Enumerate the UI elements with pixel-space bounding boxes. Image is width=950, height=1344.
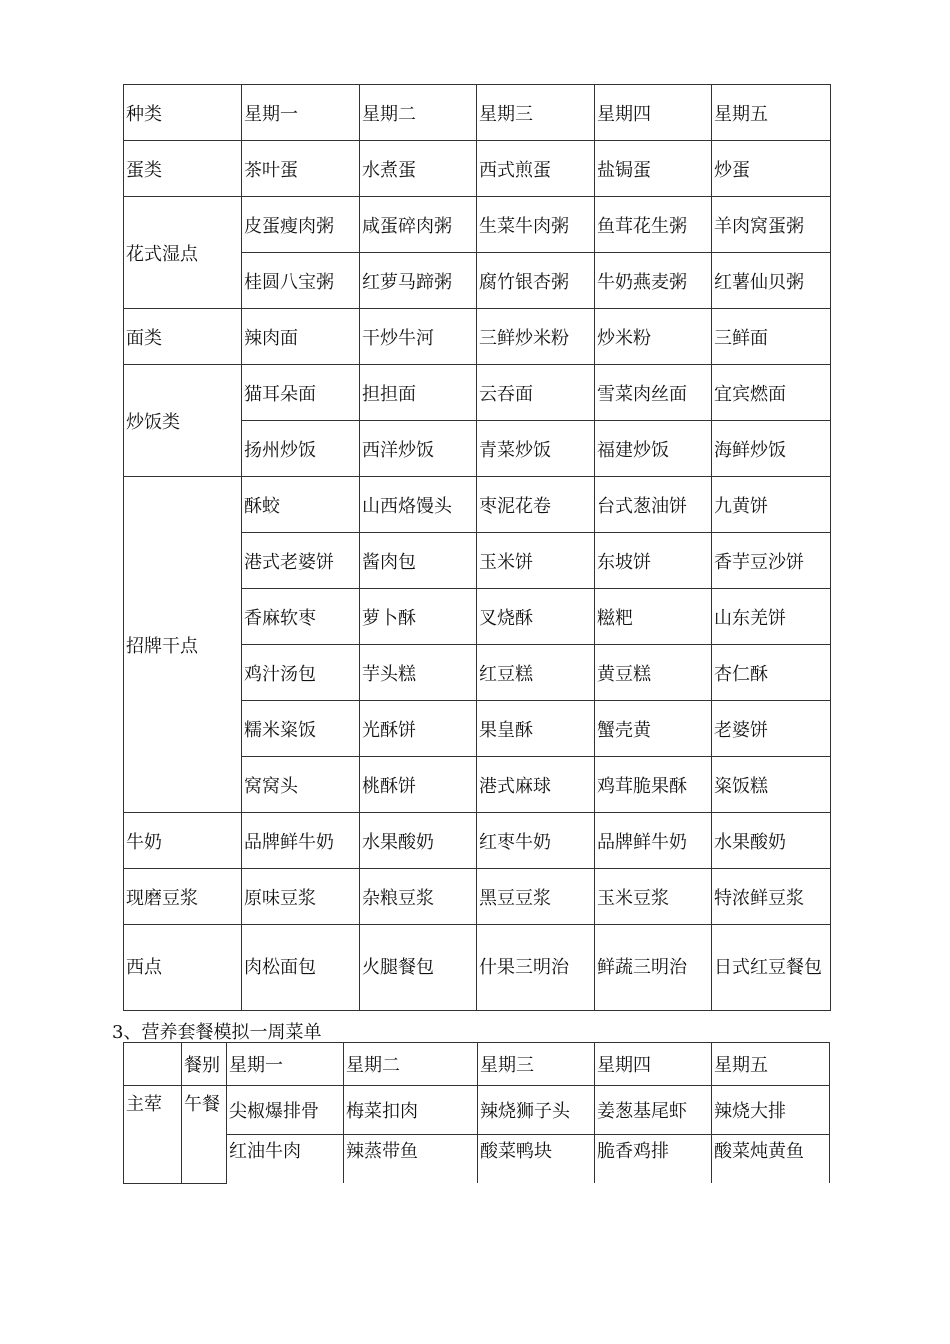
header-cell <box>124 1043 182 1086</box>
menu-cell: 原味豆浆 <box>242 869 360 925</box>
menu-cell: 火腿餐包 <box>360 925 477 1011</box>
table-row <box>124 365 831 421</box>
menu-cell: 海鲜炒饭 <box>712 421 831 477</box>
menu-cell: 萝卜酥 <box>360 589 477 645</box>
category-cell: 炒饭类 <box>124 365 242 477</box>
menu-cell: 雪菜肉丝面 <box>595 365 712 421</box>
menu-cell: 福建炒饭 <box>595 421 712 477</box>
menu-cell: 光酥饼 <box>360 701 477 757</box>
menu-cell: 水果酸奶 <box>360 813 477 869</box>
menu-cell: 青菜炒饭 <box>477 421 595 477</box>
menu-cell: 生菜牛肉粥 <box>477 197 595 253</box>
menu-cell: 红枣牛奶 <box>477 813 595 869</box>
menu-cell: 云吞面 <box>477 365 595 421</box>
menu-cell: 宜宾燃面 <box>712 365 831 421</box>
header-row <box>124 1043 830 1086</box>
menu-cell: 杂粮豆浆 <box>360 869 477 925</box>
menu-cell: 西式煎蛋 <box>477 141 595 197</box>
menu-cell: 枣泥花卷 <box>477 477 595 533</box>
menu-cell: 糯米粢饭 <box>242 701 360 757</box>
header-cell: 星期五 <box>712 85 831 141</box>
breakfast-menu-table <box>123 84 831 1011</box>
table-row <box>124 813 831 869</box>
table-row <box>124 1086 830 1135</box>
table-row <box>124 869 831 925</box>
menu-cell: 粢饭糕 <box>712 757 831 813</box>
menu-cell: 糍粑 <box>595 589 712 645</box>
meal-plan-table <box>123 1042 830 1184</box>
menu-cell: 叉烧酥 <box>477 589 595 645</box>
header-cell: 星期四 <box>595 85 712 141</box>
menu-cell: 担担面 <box>360 365 477 421</box>
menu-cell: 红豆糕 <box>477 645 595 701</box>
menu-cell: 三鲜炒米粉 <box>477 309 595 365</box>
menu-cell: 牛奶燕麦粥 <box>595 253 712 309</box>
menu-cell: 黑豆豆浆 <box>477 869 595 925</box>
menu-cell: 干炒牛河 <box>360 309 477 365</box>
menu-cell: 辣肉面 <box>242 309 360 365</box>
menu-cell: 鸡茸脆果酥 <box>595 757 712 813</box>
category-cell: 牛奶 <box>124 813 242 869</box>
menu-cell: 辣烧大排 <box>712 1086 830 1135</box>
menu-cell: 肉松面包 <box>242 925 360 1011</box>
menu-cell: 炒米粉 <box>595 309 712 365</box>
menu-cell: 特浓鲜豆浆 <box>712 869 831 925</box>
menu-cell: 九黄饼 <box>712 477 831 533</box>
header-cell: 星期三 <box>477 85 595 141</box>
category-cell: 现磨豆浆 <box>124 869 242 925</box>
menu-cell: 三鲜面 <box>712 309 831 365</box>
category-cell: 面类 <box>124 309 242 365</box>
menu-cell: 玉米豆浆 <box>595 869 712 925</box>
menu-cell: 香麻软枣 <box>242 589 360 645</box>
header-row <box>124 85 831 141</box>
menu-cell: 酸菜鸭块 <box>478 1135 595 1184</box>
menu-cell: 皮蛋瘦肉粥 <box>242 197 360 253</box>
menu-cell: 港式麻球 <box>477 757 595 813</box>
menu-cell: 梅菜扣肉 <box>344 1086 478 1135</box>
menu-cell: 玉米饼 <box>477 533 595 589</box>
category-cell: 花式湿点 <box>124 197 242 309</box>
menu-cell: 姜葱基尾虾 <box>595 1086 712 1135</box>
menu-cell: 鱼茸花生粥 <box>595 197 712 253</box>
menu-cell: 果皇酥 <box>477 701 595 757</box>
menu-cell: 羊肉窝蛋粥 <box>712 197 831 253</box>
menu-cell: 猫耳朵面 <box>242 365 360 421</box>
category-cell: 蛋类 <box>124 141 242 197</box>
menu-cell: 炒蛋 <box>712 141 831 197</box>
menu-cell: 窝窝头 <box>242 757 360 813</box>
menu-cell: 山西烙馒头 <box>360 477 477 533</box>
menu-cell: 品牌鲜牛奶 <box>242 813 360 869</box>
menu-cell: 咸蛋碎肉粥 <box>360 197 477 253</box>
table-row <box>124 477 831 533</box>
table-row <box>124 925 831 1011</box>
menu-cell: 盐锔蛋 <box>595 141 712 197</box>
menu-cell: 西洋炒饭 <box>360 421 477 477</box>
menu-cell: 鸡汁汤包 <box>242 645 360 701</box>
menu-cell: 腐竹银杏粥 <box>477 253 595 309</box>
menu-cell: 鲜蔬三明治 <box>595 925 712 1011</box>
table-row <box>124 309 831 365</box>
header-cell: 星期二 <box>360 85 477 141</box>
table-row <box>124 197 831 253</box>
menu-cell: 水果酸奶 <box>712 813 831 869</box>
menu-cell: 辣蒸带鱼 <box>344 1135 478 1184</box>
table-row <box>124 141 831 197</box>
menu-cell: 脆香鸡排 <box>595 1135 712 1184</box>
header-cell: 星期一 <box>227 1043 344 1086</box>
menu-cell: 尖椒爆排骨 <box>227 1086 344 1135</box>
menu-cell: 辣烧狮子头 <box>478 1086 595 1135</box>
menu-cell: 东坡饼 <box>595 533 712 589</box>
menu-cell: 台式葱油饼 <box>595 477 712 533</box>
category-cell: 西点 <box>124 925 242 1011</box>
header-cell: 星期二 <box>344 1043 478 1086</box>
menu-cell: 山东羌饼 <box>712 589 831 645</box>
menu-cell: 香芋豆沙饼 <box>712 533 831 589</box>
menu-cell: 芋头糕 <box>360 645 477 701</box>
menu-cell: 品牌鲜牛奶 <box>595 813 712 869</box>
category-cell: 招牌干点 <box>124 477 242 813</box>
menu-cell: 蟹壳黄 <box>595 701 712 757</box>
menu-cell: 港式老婆饼 <box>242 533 360 589</box>
header-cell: 星期四 <box>595 1043 712 1086</box>
header-cell: 餐别 <box>182 1043 227 1086</box>
menu-cell: 老婆饼 <box>712 701 831 757</box>
menu-cell: 红油牛肉 <box>227 1135 344 1184</box>
menu-cell: 酱肉包 <box>360 533 477 589</box>
menu-cell: 桃酥饼 <box>360 757 477 813</box>
header-cell: 星期五 <box>712 1043 830 1086</box>
menu-cell: 红萝马蹄粥 <box>360 253 477 309</box>
menu-cell: 扬州炒饭 <box>242 421 360 477</box>
menu-cell: 杏仁酥 <box>712 645 831 701</box>
section-heading: 3、营养套餐模拟一周菜单 <box>112 1022 322 1043</box>
menu-cell: 日式红豆餐包 <box>712 925 831 1011</box>
header-cell: 种类 <box>124 85 242 141</box>
menu-cell: 水煮蛋 <box>360 141 477 197</box>
meal-cell: 午餐 <box>182 1086 227 1184</box>
menu-cell: 桂圆八宝粥 <box>242 253 360 309</box>
header-cell: 星期三 <box>478 1043 595 1086</box>
row-label-cell: 主荤 <box>124 1086 182 1184</box>
header-cell: 星期一 <box>242 85 360 141</box>
menu-cell: 酥蛟 <box>242 477 360 533</box>
menu-cell: 红薯仙贝粥 <box>712 253 831 309</box>
menu-cell: 茶叶蛋 <box>242 141 360 197</box>
menu-cell: 黄豆糕 <box>595 645 712 701</box>
table-row <box>124 1135 830 1184</box>
menu-cell: 什果三明治 <box>477 925 595 1011</box>
menu-cell: 酸菜炖黄鱼 <box>712 1135 830 1184</box>
